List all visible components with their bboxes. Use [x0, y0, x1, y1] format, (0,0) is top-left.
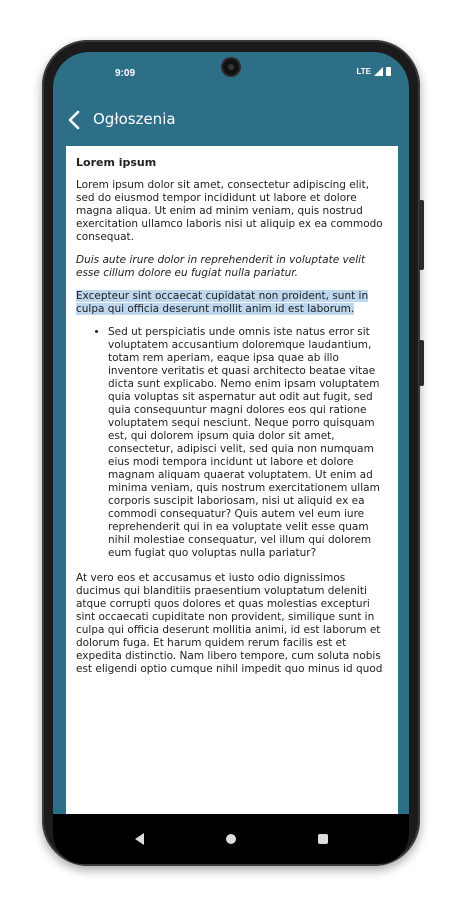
navigation-bar [53, 814, 409, 864]
status-time: 9:09 [115, 68, 136, 79]
power-button [419, 340, 424, 386]
network-label: LTE [356, 67, 371, 76]
bullet-list [76, 326, 388, 560]
battery-icon [386, 67, 391, 76]
page-title: Ogłoszenia [93, 110, 176, 128]
article-paragraph-highlighted [76, 290, 388, 316]
article-paragraph: Lorem ipsum dolor sit amet, consectetur adipiscing elit, sed do eiusmod tempor incididunt ut labore et dolore magna aliqua. Ut enim ad minim veniam, quis nostrud exercitation ullamco laboris nisi ut aliquip ex ea commodo consequat. [76, 179, 383, 243]
volume-button [419, 200, 424, 270]
signal-icon [374, 67, 383, 76]
nav-home-icon [226, 834, 236, 844]
article-paragraph-italic: Duis aute irure dolor in reprehenderit in voluptate velit esse cillum dolore eu fugiat nulla pariatur. [76, 254, 366, 279]
back-arrow-icon [63, 108, 87, 132]
back-button[interactable] [63, 108, 87, 132]
status-icons [356, 67, 391, 76]
nav-back-button[interactable] [119, 824, 159, 854]
camera-icon [223, 59, 239, 75]
status-bar [53, 52, 409, 92]
article-card[interactable] [66, 146, 398, 814]
nav-recent-button[interactable] [303, 824, 343, 854]
list-item: • Sed ut perspiciatis unde omnis iste natus error sit voluptatem accusantium doloremque laudantium, totam rem aperiam, eaque ipsa quae ab illo inventore veritatis et quasi architecto beatae vitae dicta sunt explicabo. Nemo enim ipsam voluptatem quia voluptas sit aspernatur aut odit aut fugit, sed quia consequuntur magni dolores eos qui ratione voluptatem sequi nesciunt. Neque porro quisquam est, qui dolorem ipsum quia dolor sit amet, consectetur, adipisci velit, sed quia non numquam eius modi tempora incidunt ut labore et dolore magnam aliquam quaerat voluptatem. Ut enim ad minima veniam, quis nostrum exercitationem ullam corporis suscipit laboriosam, nisi ut aliquid ex ea commodi consequatur? Quis autem vel eum iure reprehenderit qui in ea voluptate velit esse quam nihil molestiae consequatur, vel illum qui dolorem eum fugiat quo voluptas nulla pariatur? [108, 326, 388, 560]
app-bar [53, 92, 409, 148]
article-body [66, 146, 398, 676]
selected-text[interactable]: Excepteur sint occaecat cupidatat non proident, sunt in culpa qui officia deserunt mollit anim id est laborum. [76, 290, 369, 315]
article-paragraph: At vero eos et accusamus et iusto odio dignissimos ducimus qui blanditiis praesentium voluptatum deleniti atque corrupti quos dolores et quas molestias excepturi sint occaecati cupiditate non provident, similique sunt in culpa qui officia deserunt mollitia animi, id est laborum et dolorum fuga. Et harum quidem rerum facilis est et expedita distinctio. Nam libero tempore, cum soluta nobis est eligendi optio cumque nihil impedit quo minus id quod [76, 572, 383, 675]
nav-home-button[interactable] [211, 824, 251, 854]
nav-recent-icon [318, 834, 328, 844]
nav-back-icon [135, 833, 144, 845]
phone-screen [53, 52, 409, 864]
article-title: Lorem ipsum [76, 156, 157, 169]
